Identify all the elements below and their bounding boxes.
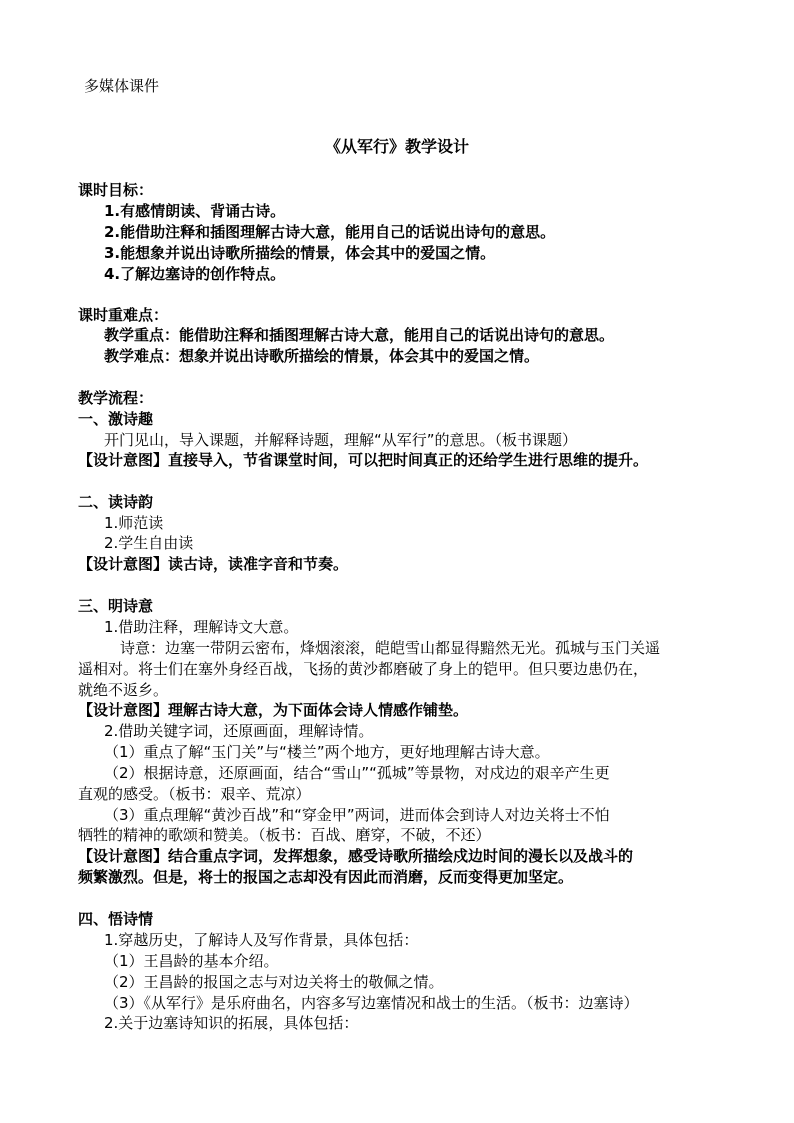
section-subitem: （3）《从军行》是乐府曲名，内容多写边塞情况和战士的生活。（板书：边塞诗） [104, 994, 639, 1012]
design-intent: 【设计意图】结合重点字词，发挥想象，感受诗歌所描绘戍边时间的漫长以及战斗的 [78, 847, 634, 865]
design-intent: 【设计意图】直接导入，节省课堂时间，可以把时间真正的还给学生进行思维的提升。 [78, 451, 649, 469]
section-item: 2.借助关键字词，还原画面，理解诗情。 [104, 722, 374, 740]
design-intent: 【设计意图】理解古诗大意，为下面体会诗人情感作铺垫。 [78, 701, 469, 719]
objective-item: 1.有感情朗读、背诵古诗。 [104, 202, 286, 220]
section-subitem: （2）根据诗意，还原画面，结合“雪山”“孤城”等景物，对戍边的艰辛产生更 [104, 764, 610, 782]
poem-meaning: 诗意：边塞一带阴云密布，烽烟滚滚，皑皑雪山都显得黯然无光。孤城与玉门关遥 [120, 639, 661, 657]
section-subitem: （3）重点理解“黄沙百战”和“穿金甲”两词，进而体会到诗人对边关将士不怕 [104, 806, 610, 824]
section-item: 1.借助注释，理解诗文大意。 [104, 618, 299, 636]
section-subitem: 牺牲的精神的歌颂和赞美。（板书：百战、磨穿，不破，不还） [78, 826, 491, 844]
objective-item: 2.能借助注释和插图理解古诗大意，能用自己的话说出诗句的意思。 [104, 223, 556, 241]
poem-meaning: 遥相对。将士们在塞外身经百战，飞扬的黄沙都磨破了身上的铠甲。但只要边患仍在， [78, 660, 649, 678]
teaching-focus: 教学重点：能借助注释和插图理解古诗大意，能用自己的话说出诗句的意思。 [104, 326, 615, 344]
objective-item: 3.能想象并说出诗歌所描绘的情景，体会其中的爱国之情。 [104, 244, 496, 262]
document-title: 《从军行》教学设计 [324, 137, 469, 156]
section-heading: 二、读诗韵 [78, 493, 154, 511]
keypoints-heading: 课时重难点： [78, 306, 169, 324]
section-item: 1.穿越历史，了解诗人及写作背景，具体包括： [104, 931, 419, 949]
section-item: 2.学生自由读 [104, 534, 194, 552]
section-subitem: 直观的感受。（板书：艰辛、荒凉） [78, 785, 311, 803]
objectives-heading: 课时目标： [78, 181, 154, 199]
poem-meaning: 就绝不返乡。 [78, 681, 169, 699]
section-text: 开门见山，导入课题，并解释诗题，理解“从军行”的意思。（板书课题） [104, 431, 578, 449]
process-heading: 教学流程： [78, 389, 154, 407]
section-item: 1.师范读 [104, 514, 164, 532]
objective-item: 4.了解边塞诗的创作特点。 [104, 265, 286, 283]
section-subitem: （1）王昌龄的基本介绍。 [104, 952, 279, 970]
page-header: 多媒体课件 [84, 77, 160, 95]
section-heading: 四、悟诗情 [78, 910, 154, 928]
section-heading: 一、激诗趣 [78, 410, 154, 428]
section-item: 2.关于边塞诗知识的拓展，具体包括： [104, 1014, 359, 1032]
section-subitem: （1）重点了解“玉门关”与“楼兰”两个地方，更好地理解古诗大意。 [104, 743, 550, 761]
teaching-difficulty: 教学难点：想象并说出诗歌所描绘的情景，体会其中的爱国之情。 [104, 347, 540, 365]
design-intent: 频繁激烈。但是，将士的报国之志却没有因此而消磨，反而变得更加坚定。 [78, 868, 574, 886]
design-intent: 【设计意图】读古诗，读准字音和节奏。 [78, 555, 349, 573]
section-heading: 三、明诗意 [78, 597, 154, 615]
section-subitem: （2）王昌龄的报国之志与对边关将士的敬佩之情。 [104, 973, 444, 991]
